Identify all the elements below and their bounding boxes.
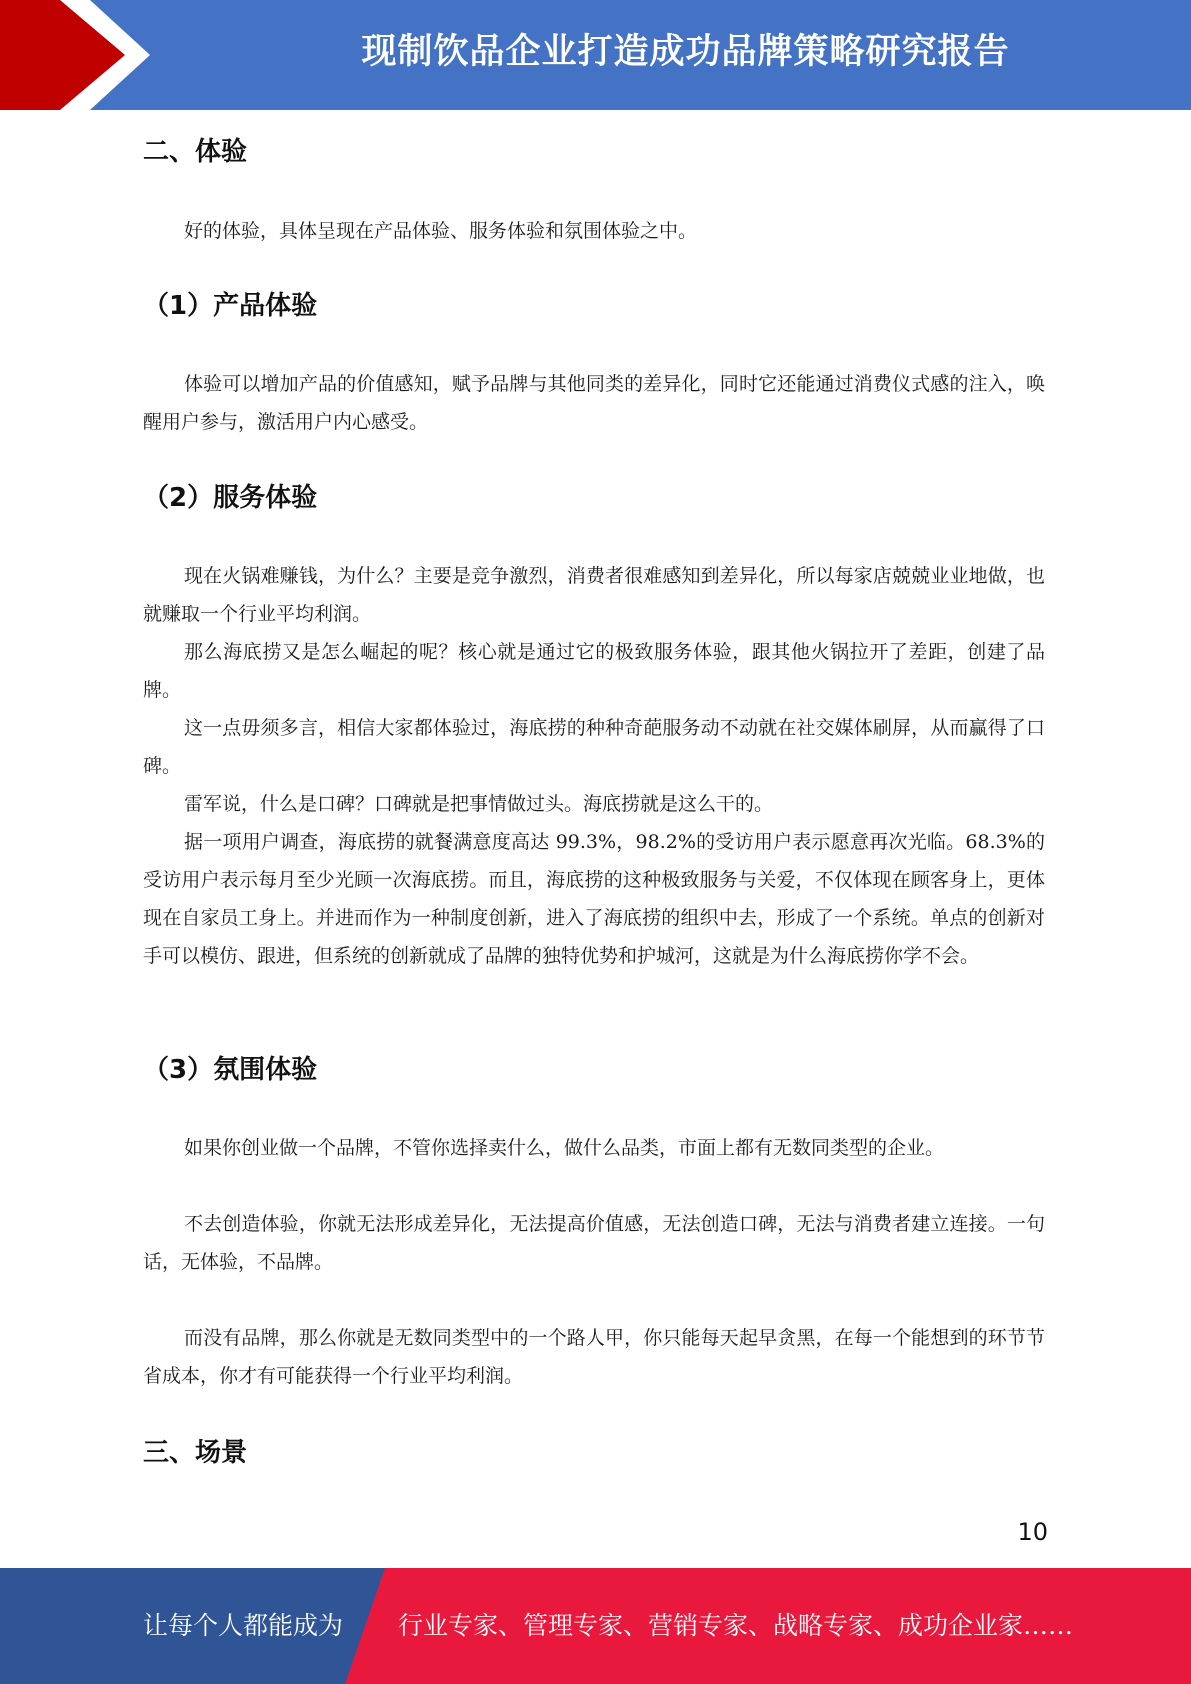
footer-slogan-left: 让每个人都能成为 [143,1611,344,1640]
atmosphere-paragraph-2: 不去创造体验，你就无法形成差异化，无法提高价值感，无法创造口碑，无法与消费者建立连接。一句话，无体验，不品牌。 [143,1213,1045,1273]
subsection-heading-atmosphere: （3）氛围体验 [143,1055,318,1085]
subsection-heading-product: （1）产品体验 [143,291,318,321]
service-paragraph-1: 现在火锅难赚钱，为什么？主要是竞争激烈，消费者很难感知到差异化，所以每家店兢兢业业地做，也就赚取一个行业平均利润。 [143,565,1045,625]
experience-intro-paragraph: 好的体验，具体呈现在产品体验、服务体验和氛围体验之中。 [184,220,698,242]
section-heading-scene: 三、场景 [143,1438,248,1468]
page-header [0,0,1191,110]
report-title: 现制饮品企业打造成功品牌策略研究报告 [361,32,1010,72]
page-footer [0,1568,1191,1684]
service-paragraph-4: 雷军说，什么是口碑？口碑就是把事情做过头。海底捞就是这么干的。 [184,793,774,815]
service-paragraph-3: 这一点毋须多言，相信大家都体验过，海底捞的种种奇葩服务动不动就在社交媒体刷屏，从而赢得了口碑。 [143,717,1045,777]
subsection-heading-service: （2）服务体验 [143,483,318,513]
footer-slogan-right: 行业专家、管理专家、营销专家、战略专家、成功企业家…… [398,1611,1074,1640]
page-number: 10 [1017,1518,1048,1546]
service-paragraph-2: 那么海底捞又是怎么崛起的呢？核心就是通过它的极致服务体验，跟其他火锅拉开了差距，创建了品牌。 [143,641,1045,701]
atmosphere-paragraph-1: 如果你创业做一个品牌，不管你选择卖什么，做什么品类，市面上都有无数同类型的企业。 [184,1137,945,1159]
section-heading-experience: 二、体验 [143,137,248,167]
service-paragraph-5: 据一项用户调查，海底捞的就餐满意度高达 99.3%，98.2%的受访用户表示愿意再次光临。68.3%的受访用户表示每月至少光顾一次海底捞。而且，海底捞的这种极致服务与关爱，不仅体现在顾客身上，更体现在自家员工身上。并进而作为一种制度创新，进入了海底捞的组织中去，形成了一个系统。单点的创新对手可以模仿、跟进，但系统的创新就成了品牌的独特优势和护城河，这就是为什么海底捞你学不会。 [143,831,1045,967]
product-paragraph-1: 体验可以增加产品的价值感知，赋予品牌与其他同类的差异化，同时它还能通过消费仪式感的注入，唤醒用户参与，激活用户内心感受。 [143,373,1045,433]
header-arrow-decoration [0,0,160,110]
atmosphere-paragraph-3: 而没有品牌，那么你就是无数同类型中的一个路人甲，你只能每天起早贪黑，在每一个能想到的环节节省成本，你才有可能获得一个行业平均利润。 [143,1327,1045,1387]
